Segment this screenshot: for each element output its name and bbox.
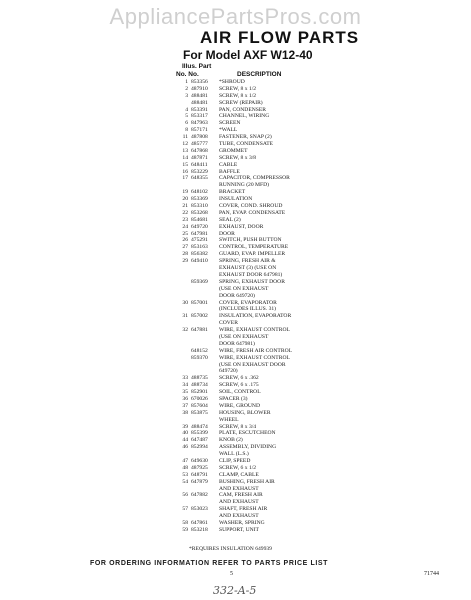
part-description: EXHAUST, DOOR: [219, 223, 264, 230]
part-number: 853317: [191, 113, 208, 120]
illus-number: 26: [182, 237, 188, 244]
illus-number: 58: [182, 520, 188, 526]
part-number: [191, 513, 219, 520]
illus-number: [176, 286, 191, 293]
parts-row: [176, 368, 376, 375]
part-number: 487925: [191, 464, 208, 471]
illus-number: 1: [185, 79, 188, 85]
parts-row: [176, 410, 376, 417]
illus-number: 2: [185, 85, 188, 92]
part-description: SCREW, 6 x .362: [219, 375, 259, 382]
part-description: DOOR 647981): [219, 340, 255, 347]
illus-number: 53: [182, 471, 188, 478]
parts-row: [176, 499, 376, 506]
parts-row: [176, 506, 376, 513]
part-number: 488735: [191, 375, 208, 382]
part-description: SPRING, EXHAUST DOOR: [219, 278, 285, 285]
part-number: 647868: [191, 147, 208, 154]
illus-number: [176, 293, 191, 300]
parts-row: [176, 458, 376, 465]
part-description: PAN, CONDENSER: [219, 106, 267, 113]
part-description: (USE ON EXHAUST: [219, 333, 269, 340]
illus-number: 35: [182, 389, 188, 396]
part-number: [191, 499, 219, 506]
part-description: SCREW, 8 x 1/2: [219, 85, 257, 92]
part-number: 857001: [191, 299, 208, 306]
illus-number: 37: [182, 402, 188, 409]
watermark: AppliancePartsPros.com: [109, 4, 362, 29]
part-number: 670026: [191, 395, 208, 402]
part-number: 648152: [191, 347, 208, 354]
part-number: [191, 272, 219, 279]
part-number: 853369: [191, 196, 208, 203]
illus-number: [176, 272, 191, 279]
illus-number: 38: [182, 409, 188, 416]
part-number: 649410: [191, 258, 208, 265]
illus-number: 13: [182, 147, 188, 154]
parts-row: [176, 272, 376, 279]
part-number: [191, 362, 219, 369]
part-description: WHEEL: [219, 416, 239, 423]
part-description: *SHROUD: [219, 79, 245, 85]
parts-row: [176, 86, 376, 93]
parts-row: [176, 403, 376, 410]
part-number: 648102: [191, 189, 208, 196]
illus-number: 40: [182, 430, 188, 437]
parts-row: [176, 258, 376, 265]
part-number: 648355: [191, 175, 208, 182]
illus-number: [176, 355, 191, 362]
part-number: 647879: [191, 478, 208, 485]
parts-row: [176, 300, 376, 307]
part-number: 647881: [191, 327, 208, 334]
parts-row: [176, 210, 376, 217]
parts-row: [176, 134, 376, 141]
part-description: BRACKET: [219, 189, 246, 196]
part-description: INSULATION: [219, 196, 253, 203]
part-description: SHAFT, FRESH AIR: [219, 506, 268, 513]
parts-row: [176, 203, 376, 210]
illus-number: [176, 306, 191, 313]
part-description: SPACER (3): [219, 395, 248, 402]
illus-number: [176, 279, 191, 286]
part-description: *WALL: [219, 127, 238, 134]
part-number: 647487: [191, 437, 208, 444]
illus-number: 46: [182, 444, 188, 451]
page-number: 5: [230, 571, 233, 577]
illus-number: [176, 265, 191, 272]
parts-row: [176, 286, 376, 293]
illus-number: 12: [182, 141, 188, 148]
parts-row: [176, 279, 376, 286]
part-description: PLATE, ESCUTCHEON: [219, 430, 276, 437]
part-description: COVER, EVAPORATOR: [219, 299, 277, 306]
part-number: 853310: [191, 203, 208, 210]
parts-row: [176, 293, 376, 300]
parts-row: [176, 362, 376, 369]
parts-row: [176, 306, 376, 313]
illus-number: 21: [182, 203, 188, 210]
part-description: CHANNEL, WIRING: [219, 113, 270, 120]
parts-row: [176, 113, 376, 120]
parts-row: [176, 120, 376, 127]
part-description: WIRE, EXHAUST CONTROL: [219, 354, 290, 361]
illus-number: [176, 417, 191, 424]
parts-row: [176, 320, 376, 327]
part-number: 859370: [191, 354, 208, 361]
illus-number: 59: [182, 526, 188, 533]
part-description: SCREW, 8 x 3/8: [219, 154, 257, 161]
illus-number: 15: [182, 161, 188, 168]
part-number: 649630: [191, 457, 208, 464]
page-subtitle: For Model AXF W12-40: [183, 48, 313, 62]
part-number: 854681: [191, 216, 208, 223]
parts-row: [176, 527, 376, 534]
part-number: 856382: [191, 251, 208, 258]
part-description: WASHER, SPRING: [219, 520, 265, 526]
illus-number: [176, 334, 191, 341]
parts-row: [176, 437, 376, 444]
illus-number: 17: [182, 175, 188, 182]
part-number: [191, 320, 219, 327]
part-number: 649720: [191, 223, 208, 230]
header-description: DESCRIPTION: [237, 71, 282, 78]
parts-row: [176, 327, 376, 334]
parts-row: [176, 341, 376, 348]
parts-row: [176, 100, 376, 107]
illus-number: 4: [185, 106, 188, 113]
parts-row: [176, 472, 376, 479]
illus-number: 20: [182, 196, 188, 203]
parts-row: [176, 389, 376, 396]
illus-number: 6: [185, 120, 188, 127]
parts-row: [176, 175, 376, 182]
part-description: (INCLUDES ILLUS. 31): [219, 306, 277, 313]
parts-row: [176, 334, 376, 341]
part-number: 488481: [191, 92, 208, 99]
part-description: BUSHING, FRESH AIR: [219, 478, 275, 485]
parts-row: [176, 155, 376, 162]
parts-row: [176, 169, 376, 176]
part-number: 853268: [191, 209, 208, 216]
parts-row: [176, 244, 376, 251]
illus-number: 27: [182, 244, 188, 251]
part-description: GUARD, EVAP. IMPELLER: [219, 251, 286, 258]
part-description: (USE ON EXHAUST DOOR: [219, 361, 286, 368]
part-description: AND EXHAUST: [219, 485, 259, 492]
part-number: [191, 486, 219, 493]
parts-row: [176, 251, 376, 258]
part-number: 853218: [191, 526, 208, 533]
illus-number: [176, 499, 191, 506]
parts-row: [176, 265, 376, 272]
illus-number: 19: [182, 189, 188, 196]
parts-row: [176, 465, 376, 472]
parts-row: [176, 451, 376, 458]
parts-row: [176, 430, 376, 437]
parts-row: [176, 162, 376, 169]
illus-number: 39: [182, 423, 188, 430]
illus-number: 3: [185, 92, 188, 99]
illus-number: 47: [182, 457, 188, 464]
illus-number: 29: [182, 258, 188, 265]
part-number: [191, 286, 219, 293]
part-description: FASTENER, SNAP (2): [219, 134, 272, 141]
part-description: SOIL, CONTROL: [219, 389, 261, 396]
parts-row: [176, 189, 376, 196]
parts-row: [176, 486, 376, 493]
part-number: 853875: [191, 409, 208, 416]
part-description: SUPPORT, UNIT: [219, 526, 259, 533]
parts-row: [176, 217, 376, 224]
part-description: GROMMET: [219, 147, 248, 154]
part-number: 853163: [191, 244, 208, 251]
illus-number: 48: [182, 464, 188, 471]
illus-number: 44: [182, 437, 188, 444]
part-description: CAM, FRESH AIR: [219, 492, 263, 499]
part-description: AND EXHAUST: [219, 513, 259, 520]
part-description: RUNNING (20 MFD): [219, 182, 270, 189]
parts-row: [176, 93, 376, 100]
part-number: 847963: [191, 120, 208, 127]
part-description: WIRE, EXHAUST CONTROL: [219, 327, 290, 334]
part-number: 487871: [191, 154, 208, 161]
illus-number: 8: [185, 127, 188, 134]
part-number: 647861: [191, 520, 208, 526]
part-description: CLIP, SPEED: [219, 457, 251, 464]
header-no: No. No.: [176, 71, 199, 78]
part-number: [191, 182, 219, 189]
part-number: 488481: [191, 99, 208, 106]
parts-row: [176, 520, 376, 527]
part-description: SEAL (2): [219, 216, 241, 223]
parts-row: [176, 148, 376, 155]
illus-number: 34: [182, 382, 188, 389]
part-description: COVER, COND. SHROUD: [219, 203, 283, 210]
part-number: [191, 306, 219, 313]
parts-row: [176, 224, 376, 231]
part-description: BAFFLE: [219, 168, 240, 175]
illus-number: [176, 348, 191, 355]
illus-number: 25: [182, 230, 188, 237]
illus-number: [176, 513, 191, 520]
illus-number: [176, 486, 191, 493]
illus-number: 57: [182, 506, 188, 513]
part-number: [191, 368, 219, 375]
part-description: SCREW, 6 x 1/2: [219, 464, 257, 471]
parts-row: [176, 79, 376, 86]
parts-row: [176, 182, 376, 189]
part-description: SCREW, 8 x 3/4: [219, 423, 257, 430]
part-number: [191, 293, 219, 300]
part-number: 857002: [191, 313, 208, 320]
illus-number: [176, 182, 191, 189]
illus-number: 36: [182, 395, 188, 402]
part-number: 487808: [191, 134, 208, 141]
parts-row: [176, 237, 376, 244]
illus-number: 32: [182, 327, 188, 334]
ordering-note: FOR ORDERING INFORMATION REFER TO PARTS PRICE LIST: [90, 560, 329, 567]
part-description: ASSEMBLY, DIVIDING: [219, 444, 277, 451]
part-number: [191, 451, 219, 458]
part-description: SCREEN: [219, 120, 241, 127]
part-description: EXHAUST (3) (USE ON: [219, 265, 277, 272]
illus-number: 5: [185, 113, 188, 120]
illus-number: 23: [182, 216, 188, 223]
part-number: [191, 334, 219, 341]
illus-number: 33: [182, 375, 188, 382]
part-description: WALL (L.S.): [219, 451, 249, 458]
part-description: INSULATION, EVAPORATOR: [219, 313, 292, 320]
illus-number: 28: [182, 251, 188, 258]
part-number: 852994: [191, 444, 208, 451]
parts-row: [176, 107, 376, 114]
illus-number: 14: [182, 154, 188, 161]
part-number: 855399: [191, 430, 208, 437]
parts-row: [176, 396, 376, 403]
illus-number: 24: [182, 223, 188, 230]
part-description: WIRE, GROUND: [219, 402, 261, 409]
part-description: SPRING, FRESH AIR &: [219, 258, 276, 265]
part-number: [191, 265, 219, 272]
part-number: 487910: [191, 85, 208, 92]
part-number: 853229: [191, 168, 208, 175]
part-number: 488734: [191, 382, 208, 389]
document-code: 71744: [424, 571, 439, 577]
part-number: 647882: [191, 492, 208, 499]
parts-row: [176, 479, 376, 486]
part-description: SWITCH, PUSH BUTTON: [219, 237, 282, 244]
header-illus-part: Illus. Part: [182, 63, 212, 70]
part-description: 649720): [219, 368, 238, 375]
parts-row: [176, 375, 376, 382]
part-description: KNOB (2): [219, 437, 243, 444]
part-description: SCREW, 8 x 1/2: [219, 92, 257, 99]
part-description: SCREW (REPAIR): [219, 99, 263, 106]
illus-number: [176, 100, 191, 107]
illus-number: 30: [182, 299, 188, 306]
parts-row: [176, 127, 376, 134]
part-description: DOOR 649720): [219, 292, 255, 299]
part-number: [191, 417, 219, 424]
part-number: 853023: [191, 506, 208, 513]
footnote: *REQUIRES INSULATION 649939: [189, 546, 272, 552]
part-description: AND EXHAUST: [219, 499, 259, 506]
page-title: AIR FLOW PARTS: [200, 28, 360, 47]
part-description: CONTROL, TEMPERATURE: [219, 244, 289, 251]
illus-number: [176, 341, 191, 348]
part-description: WIRE, FRESH AIR CONTROL: [219, 347, 293, 354]
part-number: 853356: [191, 79, 208, 85]
illus-number: [176, 368, 191, 375]
parts-row: [176, 424, 376, 431]
part-number: [191, 341, 219, 348]
illus-number: [176, 320, 191, 327]
illus-number: [176, 451, 191, 458]
parts-row: [176, 231, 376, 238]
part-number: 853391: [191, 106, 208, 113]
illus-number: 54: [182, 478, 188, 485]
part-number: 857604: [191, 402, 208, 409]
illus-number: 16: [182, 168, 188, 175]
part-description: CABLE: [219, 161, 238, 168]
part-number: 485777: [191, 141, 208, 148]
part-number: 648791: [191, 471, 208, 478]
part-number: 488474: [191, 423, 208, 430]
parts-row: [176, 313, 376, 320]
part-description: TUBE, CONDENSATE: [219, 141, 274, 148]
part-description: DOOR: [219, 230, 235, 237]
part-description: CAPACITOR, COMPRESSOR: [219, 175, 290, 182]
handwritten-note: 332-A-5: [213, 584, 257, 597]
parts-row: [176, 444, 376, 451]
parts-row: [176, 417, 376, 424]
parts-row: [176, 513, 376, 520]
parts-row: [176, 141, 376, 148]
part-description: EXHAUST DOOR 647981): [219, 271, 283, 278]
illus-number: 31: [182, 313, 188, 320]
parts-row: [176, 492, 376, 499]
part-number: 648411: [191, 161, 208, 168]
illus-number: [176, 362, 191, 369]
part-description: COVER: [219, 320, 238, 327]
illus-number: 56: [182, 492, 188, 499]
parts-row: [176, 355, 376, 362]
part-number: 859369: [191, 278, 208, 285]
illus-number: 22: [182, 209, 188, 216]
parts-row: [176, 382, 376, 389]
part-number: 852901: [191, 389, 208, 396]
part-description: SCREW, 6 x .175: [219, 382, 259, 389]
part-description: (USE ON EXHAUST: [219, 285, 269, 292]
part-description: PAN, EVAP. CONDENSATE: [219, 209, 286, 216]
part-number: 475291: [191, 237, 208, 244]
part-number: 647981: [191, 230, 208, 237]
part-description: HOUSING, BLOWER: [219, 409, 271, 416]
part-number: 857171: [191, 127, 208, 134]
part-description: CLAMP, CABLE: [219, 471, 259, 478]
parts-row: [176, 196, 376, 203]
illus-number: 11: [182, 134, 188, 141]
parts-list: [176, 79, 376, 534]
parts-row: [176, 348, 376, 355]
